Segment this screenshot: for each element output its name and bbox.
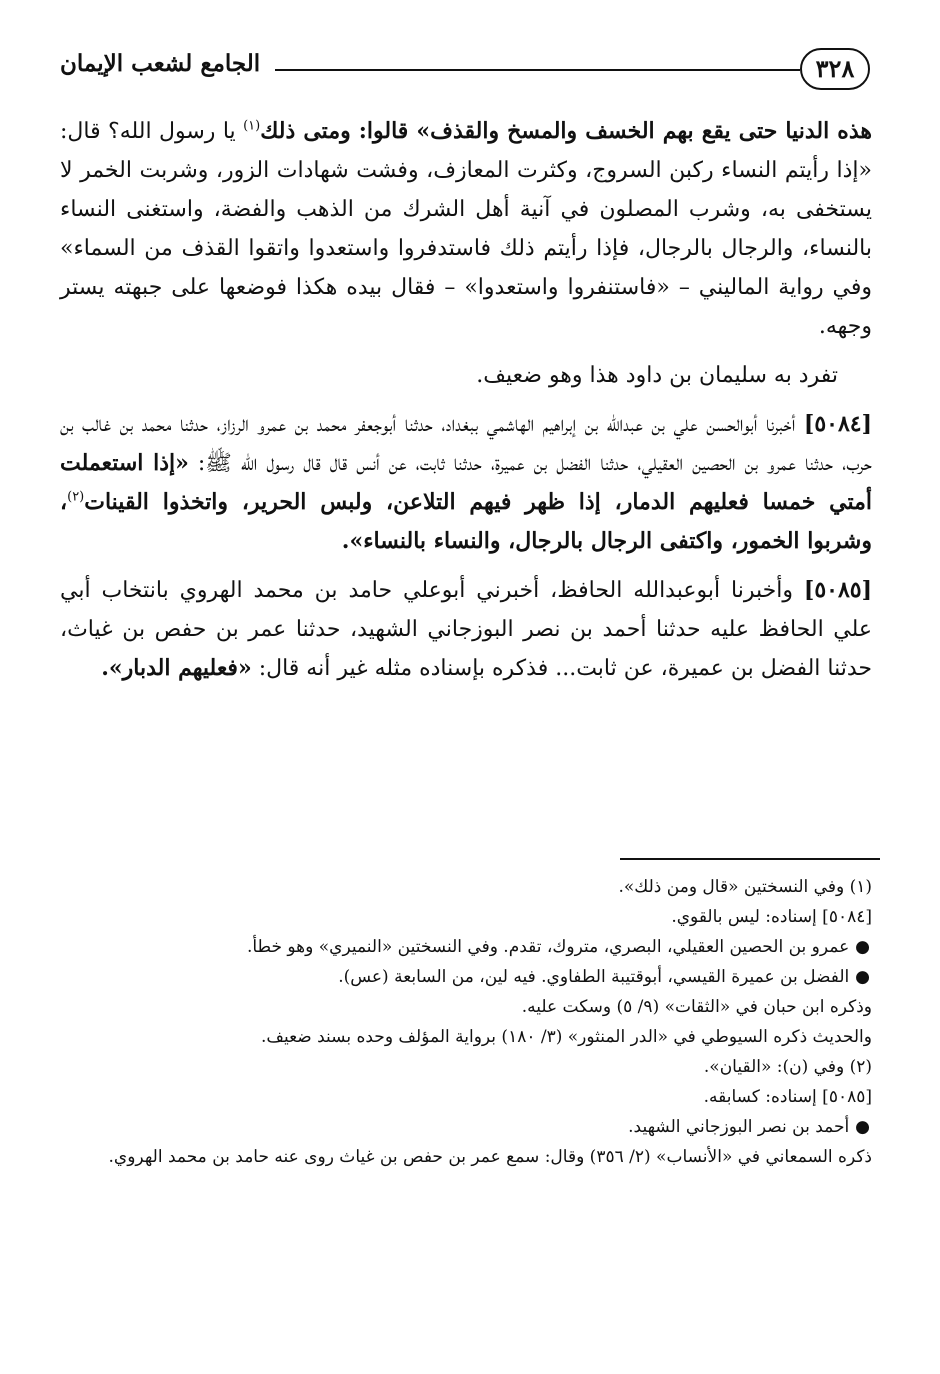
hadith-text: هذه الدنيا حتى يقع بهم الخسف والمسخ والقذف» قالوا: ومتى ذلك: [260, 118, 872, 144]
hadith-text-end: ، وشربوا الخمور، واكتفى الرجال بالرجال، والنساء بالنساء».: [60, 489, 872, 554]
footnote-bullet-item: [60, 1112, 872, 1142]
paragraph-2: تفرد به سليمان بن داود هذا وهو ضعيف.: [476, 363, 838, 388]
footnote-ref-1: (١): [243, 118, 261, 134]
hadith-number: [٥٠٨٥]: [803, 577, 872, 603]
paragraph-5084: [60, 405, 872, 561]
bullet-icon: ●: [849, 937, 870, 957]
footnote-2: (٢) وفي (ن): «القيان».: [703, 1057, 872, 1077]
footnote-text: عمرو بن الحصين العقيلي، البصري، متروك، تقدم. وفي النسختين «النميري» وهو خطأ.: [246, 937, 850, 957]
footnote-5085-grade: [٥٠٨٥] إسناده: كسابقه.: [703, 1087, 872, 1107]
isnad-text: أخبرنا أبوالحسن علي بن عبدالله بن إبراهيم الهاشمي ببغداد، حدثنا أبوجعفر محمد بن عمرو الرزاز، حدثنا محمد بن غالب بن حرب، حدثنا عمرو بن الحصين العقيلي، حدثنا الفضل بن عميرة، حدثنا ثابت، عن أنس قال قال رسول الله ﷺ:: [60, 412, 872, 476]
paragraph-5085: [60, 571, 872, 688]
header-rule: [275, 69, 800, 71]
footnote-1: (١) وفي النسختين «قال ومن ذلك».: [618, 877, 872, 897]
paragraph-1: [60, 112, 872, 346]
footnotes: [60, 872, 872, 1172]
hadith-text: «إذا استعملت أمتي خمسا فعليهم الدمار، إذا ظهر فيهم التلاعن، ولبس الحرير، واتخذوا القينات: [60, 450, 872, 515]
footnote-text: أحمد بن نصر البوزجاني الشهيد.: [628, 1117, 850, 1137]
page-header: [60, 40, 870, 100]
footnote-ref-2: (٢): [67, 489, 85, 505]
footnote-text: والحديث ذكره السيوطي في «الدر المنثور» (٣/ ١٨٠) برواية المؤلف وحده بسند ضعيف.: [260, 1027, 872, 1047]
hadith-number: [٥٠٨٤]: [803, 411, 873, 437]
page-number: ٣٢٨: [800, 48, 870, 90]
footnote-5084-grade: [٥٠٨٤] إسناده: ليس بالقوي.: [671, 907, 872, 927]
footnote-separator: [620, 858, 880, 860]
running-title: الجامع لشعب الإيمان: [60, 50, 261, 77]
footnote-text: الفضل بن عميرة القيسي، أبوقتيبة الطفاوي. فيه لين، من السابعة (عس).: [338, 967, 850, 987]
narration-text: يا رسول الله؟ قال: «إذا رأيتم النساء ركبن السروج، وكثرت المعازف، وفشت شهادات الزور، وشربت الخمر لا يستخفى به، وشرب المصلون في آنية أهل الشرك من الذهب والفضة، واستغنى النساء بالنساء، والرجال بالرجال، فإذا رأيتم ذلك فاستدفروا واستعدوا واتقوا القذف من السماء» وفي رواية الماليني – «فاستنفروا واستعدوا» – فقال بيده هكذا فوضعها على جبهته يستر وجهه.: [60, 119, 872, 339]
bullet-icon: ●: [849, 1117, 870, 1137]
isnad-text: وأخبرنا أبوعبدالله الحافظ، أخبرني أبوعلي حامد بن محمد الهروي بانتخاب أبي علي الحافظ عليه حدثنا أحمد بن نصر البوزجاني الشهيد، حدثنا عمر بن حفص بن غياث، حدثنا الفضل بن عميرة، عن ثابت... فذكره بإسناده مثله غير أنه قال:: [60, 578, 872, 681]
footnote-bullet-item: [60, 932, 872, 962]
footnote-text: وذكره ابن حبان في «الثقات» (٩/ ٥) وسكت عليه.: [521, 997, 872, 1017]
footnote-bullet-item: [60, 962, 872, 992]
main-text: [60, 112, 872, 698]
footnote-text: ذكره السمعاني في «الأنساب» (٢/ ٣٥٦) وقال: سمع عمر بن حفص بن غياث روى عنه حامد بن محمد الهروي.: [108, 1147, 872, 1167]
bullet-icon: ●: [849, 967, 870, 987]
hadith-text: «فعليهم الدبار».: [101, 655, 252, 681]
